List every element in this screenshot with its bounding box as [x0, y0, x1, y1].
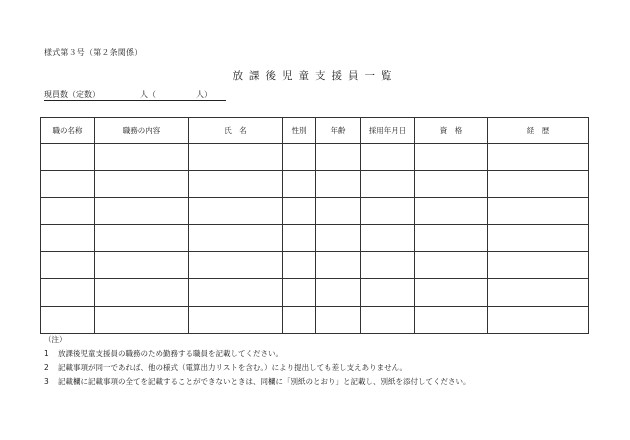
table-cell[interactable] — [283, 306, 316, 333]
note-number: 1 — [44, 349, 49, 358]
table-cell[interactable] — [361, 144, 415, 171]
table-cell[interactable] — [95, 198, 189, 225]
table-cell[interactable] — [361, 252, 415, 279]
notes-heading: （注） — [44, 335, 67, 344]
table-cell[interactable] — [316, 225, 361, 252]
staff-count-blank-quota — [156, 89, 196, 101]
header-career: 経 歴 — [488, 118, 589, 144]
table-body — [41, 144, 589, 334]
table-cell[interactable] — [415, 306, 488, 333]
table-cell[interactable] — [415, 252, 488, 279]
form-number: 様式第３号（第２条関係） — [44, 48, 143, 57]
header-hire-date: 採用年月日 — [361, 118, 415, 144]
table-cell[interactable] — [488, 144, 589, 171]
table-cell[interactable] — [95, 171, 189, 198]
header-job-title: 職の名称 — [41, 118, 95, 144]
table-cell[interactable] — [415, 144, 488, 171]
table-cell[interactable] — [189, 306, 283, 333]
table-row — [41, 198, 589, 225]
table-cell[interactable] — [283, 144, 316, 171]
header-duties: 職務の内容 — [95, 118, 189, 144]
table-cell[interactable] — [95, 306, 189, 333]
staff-count-unit-1: 人（ — [140, 90, 156, 99]
staff-count-unit-2: 人） — [196, 90, 212, 99]
table-cell[interactable] — [316, 252, 361, 279]
table-cell[interactable] — [41, 306, 95, 333]
table-cell[interactable] — [283, 279, 316, 306]
header-gender: 性別 — [283, 118, 316, 144]
table-row — [41, 144, 589, 171]
table-cell[interactable] — [189, 144, 283, 171]
table-cell[interactable] — [189, 279, 283, 306]
table-cell[interactable] — [415, 198, 488, 225]
table-cell[interactable] — [189, 171, 283, 198]
table-cell[interactable] — [95, 252, 189, 279]
table-cell[interactable] — [283, 225, 316, 252]
table-row — [41, 306, 589, 333]
table-cell[interactable] — [488, 198, 589, 225]
table-row — [41, 252, 589, 279]
table-cell[interactable] — [41, 225, 95, 252]
staff-roster-table — [40, 117, 589, 334]
table-cell[interactable] — [283, 171, 316, 198]
table-cell[interactable] — [488, 252, 589, 279]
note-number: 3 — [44, 377, 49, 386]
table-cell[interactable] — [316, 171, 361, 198]
note-number: 2 — [44, 363, 49, 372]
table-cell[interactable] — [415, 225, 488, 252]
notes-section — [44, 333, 471, 389]
table-cell[interactable] — [488, 171, 589, 198]
table-cell[interactable] — [361, 306, 415, 333]
table-cell[interactable] — [316, 198, 361, 225]
note-text: 記載欄に記載事項の全てを記載することができないときは、同欄に「別紙のとおり」と記載し、別紙を添付してください。 — [58, 377, 471, 386]
table-cell[interactable] — [316, 306, 361, 333]
table-cell[interactable] — [41, 144, 95, 171]
staff-count-label: 現員数（定数） — [44, 90, 100, 99]
table-cell[interactable] — [316, 144, 361, 171]
staff-count-blank-current — [100, 89, 140, 101]
table-cell[interactable] — [361, 198, 415, 225]
table-cell[interactable] — [361, 225, 415, 252]
table-row — [41, 225, 589, 252]
header-qualification: 資 格 — [415, 118, 488, 144]
table-cell[interactable] — [189, 225, 283, 252]
note-text: 放課後児童支援員の職務のため勤務する職員を記載してください。 — [58, 349, 283, 358]
table-cell[interactable] — [316, 279, 361, 306]
note-item — [44, 361, 471, 375]
table-cell[interactable] — [189, 252, 283, 279]
table-header-row — [41, 118, 589, 144]
page-title: 放課後児童支援員一覧 — [232, 70, 398, 82]
table-row — [41, 171, 589, 198]
header-age: 年齢 — [316, 118, 361, 144]
table-cell[interactable] — [95, 279, 189, 306]
table-cell[interactable] — [41, 279, 95, 306]
table-cell[interactable] — [283, 198, 316, 225]
table-cell[interactable] — [488, 306, 589, 333]
table-cell[interactable] — [361, 171, 415, 198]
header-name: 氏 名 — [189, 118, 283, 144]
staff-count-underline-tail — [212, 89, 226, 101]
note-item — [44, 347, 471, 361]
table-cell[interactable] — [95, 144, 189, 171]
table-cell[interactable] — [41, 171, 95, 198]
table-cell[interactable] — [415, 279, 488, 306]
table-cell[interactable] — [41, 198, 95, 225]
table-cell[interactable] — [361, 279, 415, 306]
note-item — [44, 375, 471, 389]
staff-count-line — [44, 89, 226, 101]
table-cell[interactable] — [189, 198, 283, 225]
table-cell[interactable] — [283, 252, 316, 279]
table-cell[interactable] — [95, 225, 189, 252]
table-row — [41, 279, 589, 306]
table-cell[interactable] — [488, 225, 589, 252]
table-cell[interactable] — [488, 279, 589, 306]
note-text: 記載事項が同一であれば、他の様式（電算出力リストを含む。）により提出しても差し支えありません。 — [58, 363, 408, 372]
table-cell[interactable] — [415, 171, 488, 198]
table-cell[interactable] — [41, 252, 95, 279]
